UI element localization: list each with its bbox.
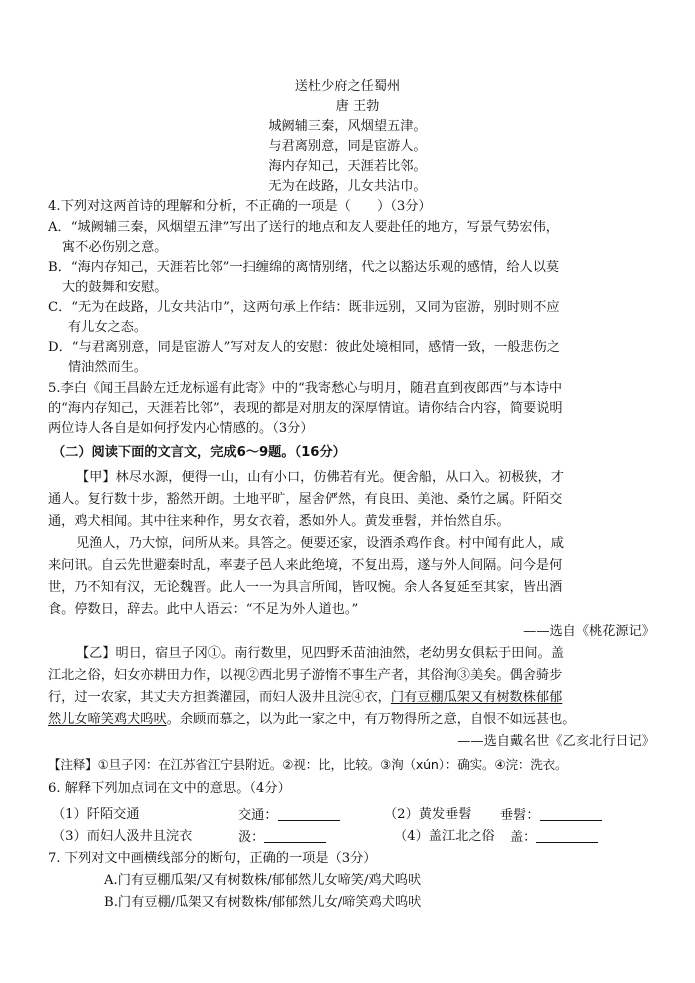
poem-line: 海内存知己，天涯若比邻。	[268, 159, 427, 174]
option-c-line: C．“无为在歧路，儿女共沾巾”，这两句承上作结：既非远别，又同为宦游，别时则不应	[48, 300, 560, 315]
q6-item-answer	[500, 806, 602, 825]
passage-jia-line: 【甲】林尽水源，便得一山，山有小口，仿佛若有光。便舍船，从口入。初极狭，才	[76, 470, 564, 485]
option-a-line: A．“城阙辅三秦，风烟望五津”写出了送行的地点和友人要赴任的地方，写景气势宏伟，	[48, 220, 559, 235]
q7-option-b: B.门有豆棚/瓜架又有树数株/郁郁然儿女/啼笑鸡犬呜吠	[104, 895, 422, 910]
passage-jia-source: ——选自《桃花源记》	[523, 624, 655, 639]
option-d-line: 情油然而生。	[68, 360, 148, 375]
q6-item-word: 盖：	[510, 830, 537, 845]
question-7-stem: 7. 下列对文中画横线部分的断句，正确的一项是（3分）	[48, 851, 377, 866]
q6-item-word: 交通：	[238, 808, 278, 823]
q7-option-a: A.门有豆棚瓜架/又有树数株/郁郁然儿女啼笑/鸡犬呜吠	[104, 873, 422, 888]
answer-blank[interactable]	[536, 828, 598, 843]
answer-blank[interactable]	[278, 806, 340, 821]
section-heading: （二）阅读下面的文言文，完成6～9题。（16分）	[52, 445, 346, 460]
q6-item-answer	[238, 828, 326, 847]
passage-yi-text: 。余顾而慕之，以为此一家之中，有万物得所之意，自恨不如远甚也。	[166, 712, 576, 727]
passage-jia-line: 通，鸡犬相闻。其中往来种作，男女衣着，悉如外人。黄发垂髫，并怡然自乐。	[48, 514, 510, 529]
option-d-line: D．“与君离别意，同是宦游人”写对友人的安慰：彼此处境相同，感情一致，一般悲伤之	[48, 340, 560, 355]
passage-yi-line: 江北之俗，妇女亦耕田力作，以视②西北男子游惰不事生产者，其俗洵③美矣。偶舍骑步	[48, 668, 563, 683]
poem-line: 无为在歧路，儿女共沾巾。	[268, 179, 427, 194]
underlined-sentence: 然儿女啼笑鸡犬呜吠	[48, 712, 167, 727]
passage-jia-line: 来问讯。自云先世避秦时乱，率妻子邑人来此绝境，不复出焉，遂与外人间隔。问今是何	[48, 558, 563, 573]
passage-yi-line: 【乙】明日，宿旦子冈①。南行数里，见四野禾苗油油然，老幼男女俱耘于田间。盖	[76, 646, 564, 661]
poem-line: 与君离别意，同是宦游人。	[268, 139, 427, 154]
passage-yi-line	[48, 711, 576, 729]
q6-item-phrase: （1）阡陌交通	[52, 807, 140, 822]
passage-jia-line: 食。停数日，辞去。此中人语云：“不足为外人道也。”	[48, 602, 359, 617]
question-5-line: 5.李白《闻王昌龄左迁龙标遥有此寄》中的“我寄愁心与明月，随君直到夜郎西”与本诗中	[48, 381, 562, 396]
q6-item-phrase: （4）盖江北之俗	[394, 829, 495, 844]
question-4-stem: 4.下列对这两首诗的理解和分析，不正确的一项是（ ）（3分）	[48, 199, 432, 214]
option-a-line: 寓不必伤别之意。	[62, 240, 168, 255]
option-b-line: 大的鼓舞和安慰。	[62, 280, 168, 295]
passage-jia-line: 世，乃不知有汉，无论魏晋。此人一一为具言所闻，皆叹惋。余人各复延至其家，皆出酒	[48, 580, 563, 595]
option-c-line: 有儿女之态。	[68, 320, 148, 335]
q6-item-word: 汲：	[238, 830, 265, 845]
poem-title: 送杜少府之任蜀州	[294, 79, 401, 94]
question-6-stem: 6. 解释下列加点词在文中的意思。（4分）	[48, 781, 291, 796]
q6-item-phrase: （3）而妇人汲井且浣衣	[52, 829, 193, 844]
q6-item-answer	[510, 828, 598, 847]
answer-blank[interactable]	[540, 806, 602, 821]
underlined-sentence: 门有豆棚瓜架又有树数株郁郁	[390, 690, 563, 705]
passage-yi-source: ——选自戴名世《乙亥北行日记》	[457, 734, 655, 749]
passage-yi-line	[48, 689, 562, 707]
passage-jia-line: 通人。复行数十步，豁然开朗。土地平旷，屋舍俨然，有良田、美池、桑竹之属。阡陌交	[48, 492, 563, 507]
annotation-note: 【注释】①旦子冈：在江苏省江宁县附近。②视：比，比较。③洵（xún）：确实。④浣：洗衣。	[48, 757, 568, 772]
q6-item-answer	[238, 806, 340, 825]
poem-author: 唐 王勃	[335, 99, 380, 114]
question-5-line: 两位诗人各自是如何抒发内心情感的。（3分）	[48, 421, 314, 436]
passage-yi-text: 行，过一农家，其丈夫方担粪灌园，而妇人汲井且浣④衣，	[48, 690, 391, 705]
q6-item-phrase: （2）黄发垂髫	[384, 807, 472, 822]
q6-item-word: 垂髫：	[500, 808, 540, 823]
poem-line: 城阙辅三秦，风烟望五津。	[268, 119, 427, 134]
question-5-line: 的“海内存知己，天涯若比邻”，表现的都是对朋友的深厚情谊。请你结合内容，简要说明	[48, 401, 563, 416]
passage-jia-line: 见渔人，乃大惊，问所从来。具答之。便要还家，设酒杀鸡作食。村中闻有此人，咸	[76, 536, 564, 551]
option-b-line: B．“海内存知己，天涯若比邻”一扫缠绵的离情别绪，代之以豁达乐观的感情，给人以莫	[48, 260, 560, 275]
answer-blank[interactable]	[264, 828, 326, 843]
